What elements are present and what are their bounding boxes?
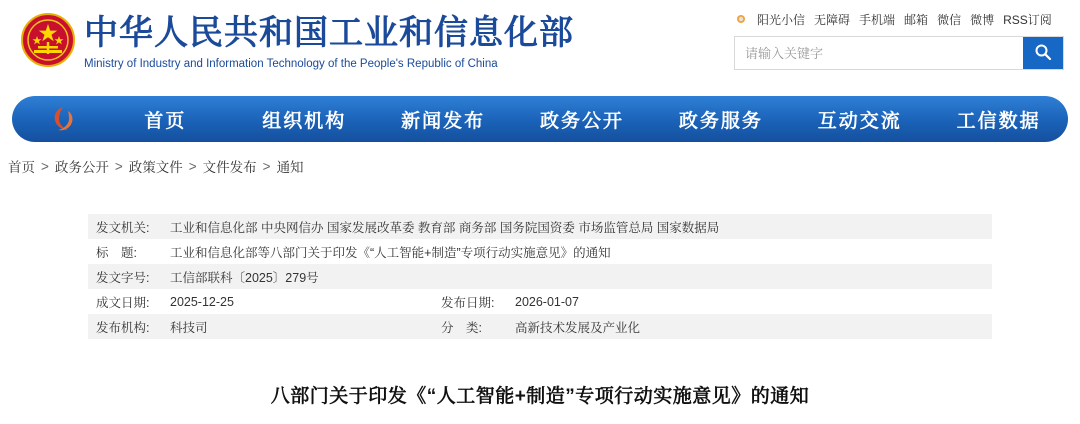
breadcrumb-separator: > bbox=[188, 158, 197, 174]
meta-cell-publishing-agency bbox=[96, 318, 441, 336]
breadcrumb-item-policy-documents[interactable]: 政策文件 bbox=[128, 160, 183, 175]
nav-items bbox=[96, 106, 1068, 133]
header-right-panel bbox=[734, 10, 1064, 70]
toplink-accessibility[interactable]: 无障碍 bbox=[814, 12, 851, 27]
national-emblem-icon bbox=[20, 12, 76, 68]
meta-row-issuing-agency bbox=[88, 214, 992, 239]
nav-item-organization[interactable]: 组织机构 bbox=[262, 110, 347, 132]
search-button[interactable] bbox=[1023, 37, 1063, 69]
meta-label-publish-date: 发布日期: bbox=[441, 295, 495, 310]
main-nav bbox=[12, 96, 1068, 142]
sun-icon bbox=[734, 12, 748, 26]
breadcrumb-separator: > bbox=[114, 158, 123, 174]
meta-label-issuing-agency: 发文机关: bbox=[96, 220, 150, 235]
search-bar bbox=[734, 36, 1064, 70]
miit-logo-icon[interactable] bbox=[48, 104, 78, 134]
meta-label-publishing-agency: 发布机构: bbox=[96, 320, 150, 335]
toplink-wechat[interactable]: 微信 bbox=[937, 12, 962, 27]
meta-cell-publish-date bbox=[441, 293, 579, 311]
breadcrumb-separator: > bbox=[41, 158, 49, 174]
top-utility-links bbox=[734, 10, 1064, 28]
breadcrumb-separator: > bbox=[262, 158, 271, 174]
meta-row-title bbox=[88, 239, 992, 264]
meta-row-agency-category bbox=[88, 314, 992, 339]
breadcrumb bbox=[8, 156, 1080, 176]
meta-value-publishing-agency: 科技司 bbox=[170, 320, 208, 335]
breadcrumb-item-document-release[interactable]: 文件发布 bbox=[202, 160, 257, 175]
meta-value-title: 工业和信息化部等八部门关于印发《“人工智能+制造”专项行动实施意见》的通知 bbox=[170, 245, 611, 260]
meta-label-document-number: 发文字号: bbox=[96, 270, 150, 285]
toplink-rss[interactable]: RSS订阅 bbox=[1003, 12, 1052, 27]
nav-item-government-affairs[interactable]: 政务公开 bbox=[540, 110, 625, 132]
meta-value-issuing-agency: 工业和信息化部 中央网信办 国家发展改革委 教育部 商务部 国务院国资委 市场监管总局 国家数据局 bbox=[170, 220, 720, 235]
search-icon bbox=[1034, 43, 1052, 64]
breadcrumb-item-government-affairs[interactable]: 政务公开 bbox=[54, 160, 109, 175]
nav-item-data[interactable]: 工信数据 bbox=[956, 110, 1041, 132]
meta-cell-category bbox=[441, 318, 640, 336]
nav-item-home[interactable]: 首页 bbox=[144, 110, 187, 132]
document-title: 八部门关于印发《“人工智能+制造”专项行动实施意见》的通知 bbox=[270, 386, 810, 407]
meta-label-title: 标 题: bbox=[96, 245, 137, 260]
meta-value-publish-date: 2026-01-07 bbox=[515, 294, 579, 309]
meta-value-document-number: 工信部联科〔2025〕279号 bbox=[170, 270, 319, 285]
meta-value-written-date: 2025-12-25 bbox=[170, 294, 234, 309]
toplink-sunshine-xiaoxin[interactable]: 阳光小信 bbox=[757, 12, 806, 27]
meta-row-document-number bbox=[88, 264, 992, 289]
toplink-mobile[interactable]: 手机端 bbox=[859, 12, 896, 27]
document-meta-table bbox=[88, 214, 992, 339]
meta-label-written-date: 成文日期: bbox=[96, 295, 150, 310]
meta-row-dates bbox=[88, 289, 992, 314]
nav-item-news[interactable]: 新闻发布 bbox=[401, 110, 486, 132]
meta-value-category: 高新技术发展及产业化 bbox=[515, 320, 641, 335]
site-title-en: Ministry of Industry and Information Technology of the People's Republic of China bbox=[84, 58, 498, 70]
meta-cell-written-date bbox=[96, 293, 441, 311]
breadcrumb-item-notice: 通知 bbox=[276, 160, 304, 175]
toplink-email[interactable]: 邮箱 bbox=[904, 12, 929, 27]
breadcrumb-item-home[interactable]: 首页 bbox=[8, 160, 35, 175]
search-input[interactable] bbox=[735, 37, 1023, 69]
site-title-cn: 中华人民共和国工业和信息化部 bbox=[84, 15, 574, 52]
nav-item-interaction[interactable]: 互动交流 bbox=[817, 110, 902, 132]
meta-label-category: 分 类: bbox=[441, 320, 482, 335]
site-header bbox=[0, 0, 1080, 88]
site-title bbox=[84, 14, 574, 72]
toplink-weibo[interactable]: 微博 bbox=[970, 12, 995, 27]
nav-item-government-services[interactable]: 政务服务 bbox=[678, 110, 763, 132]
